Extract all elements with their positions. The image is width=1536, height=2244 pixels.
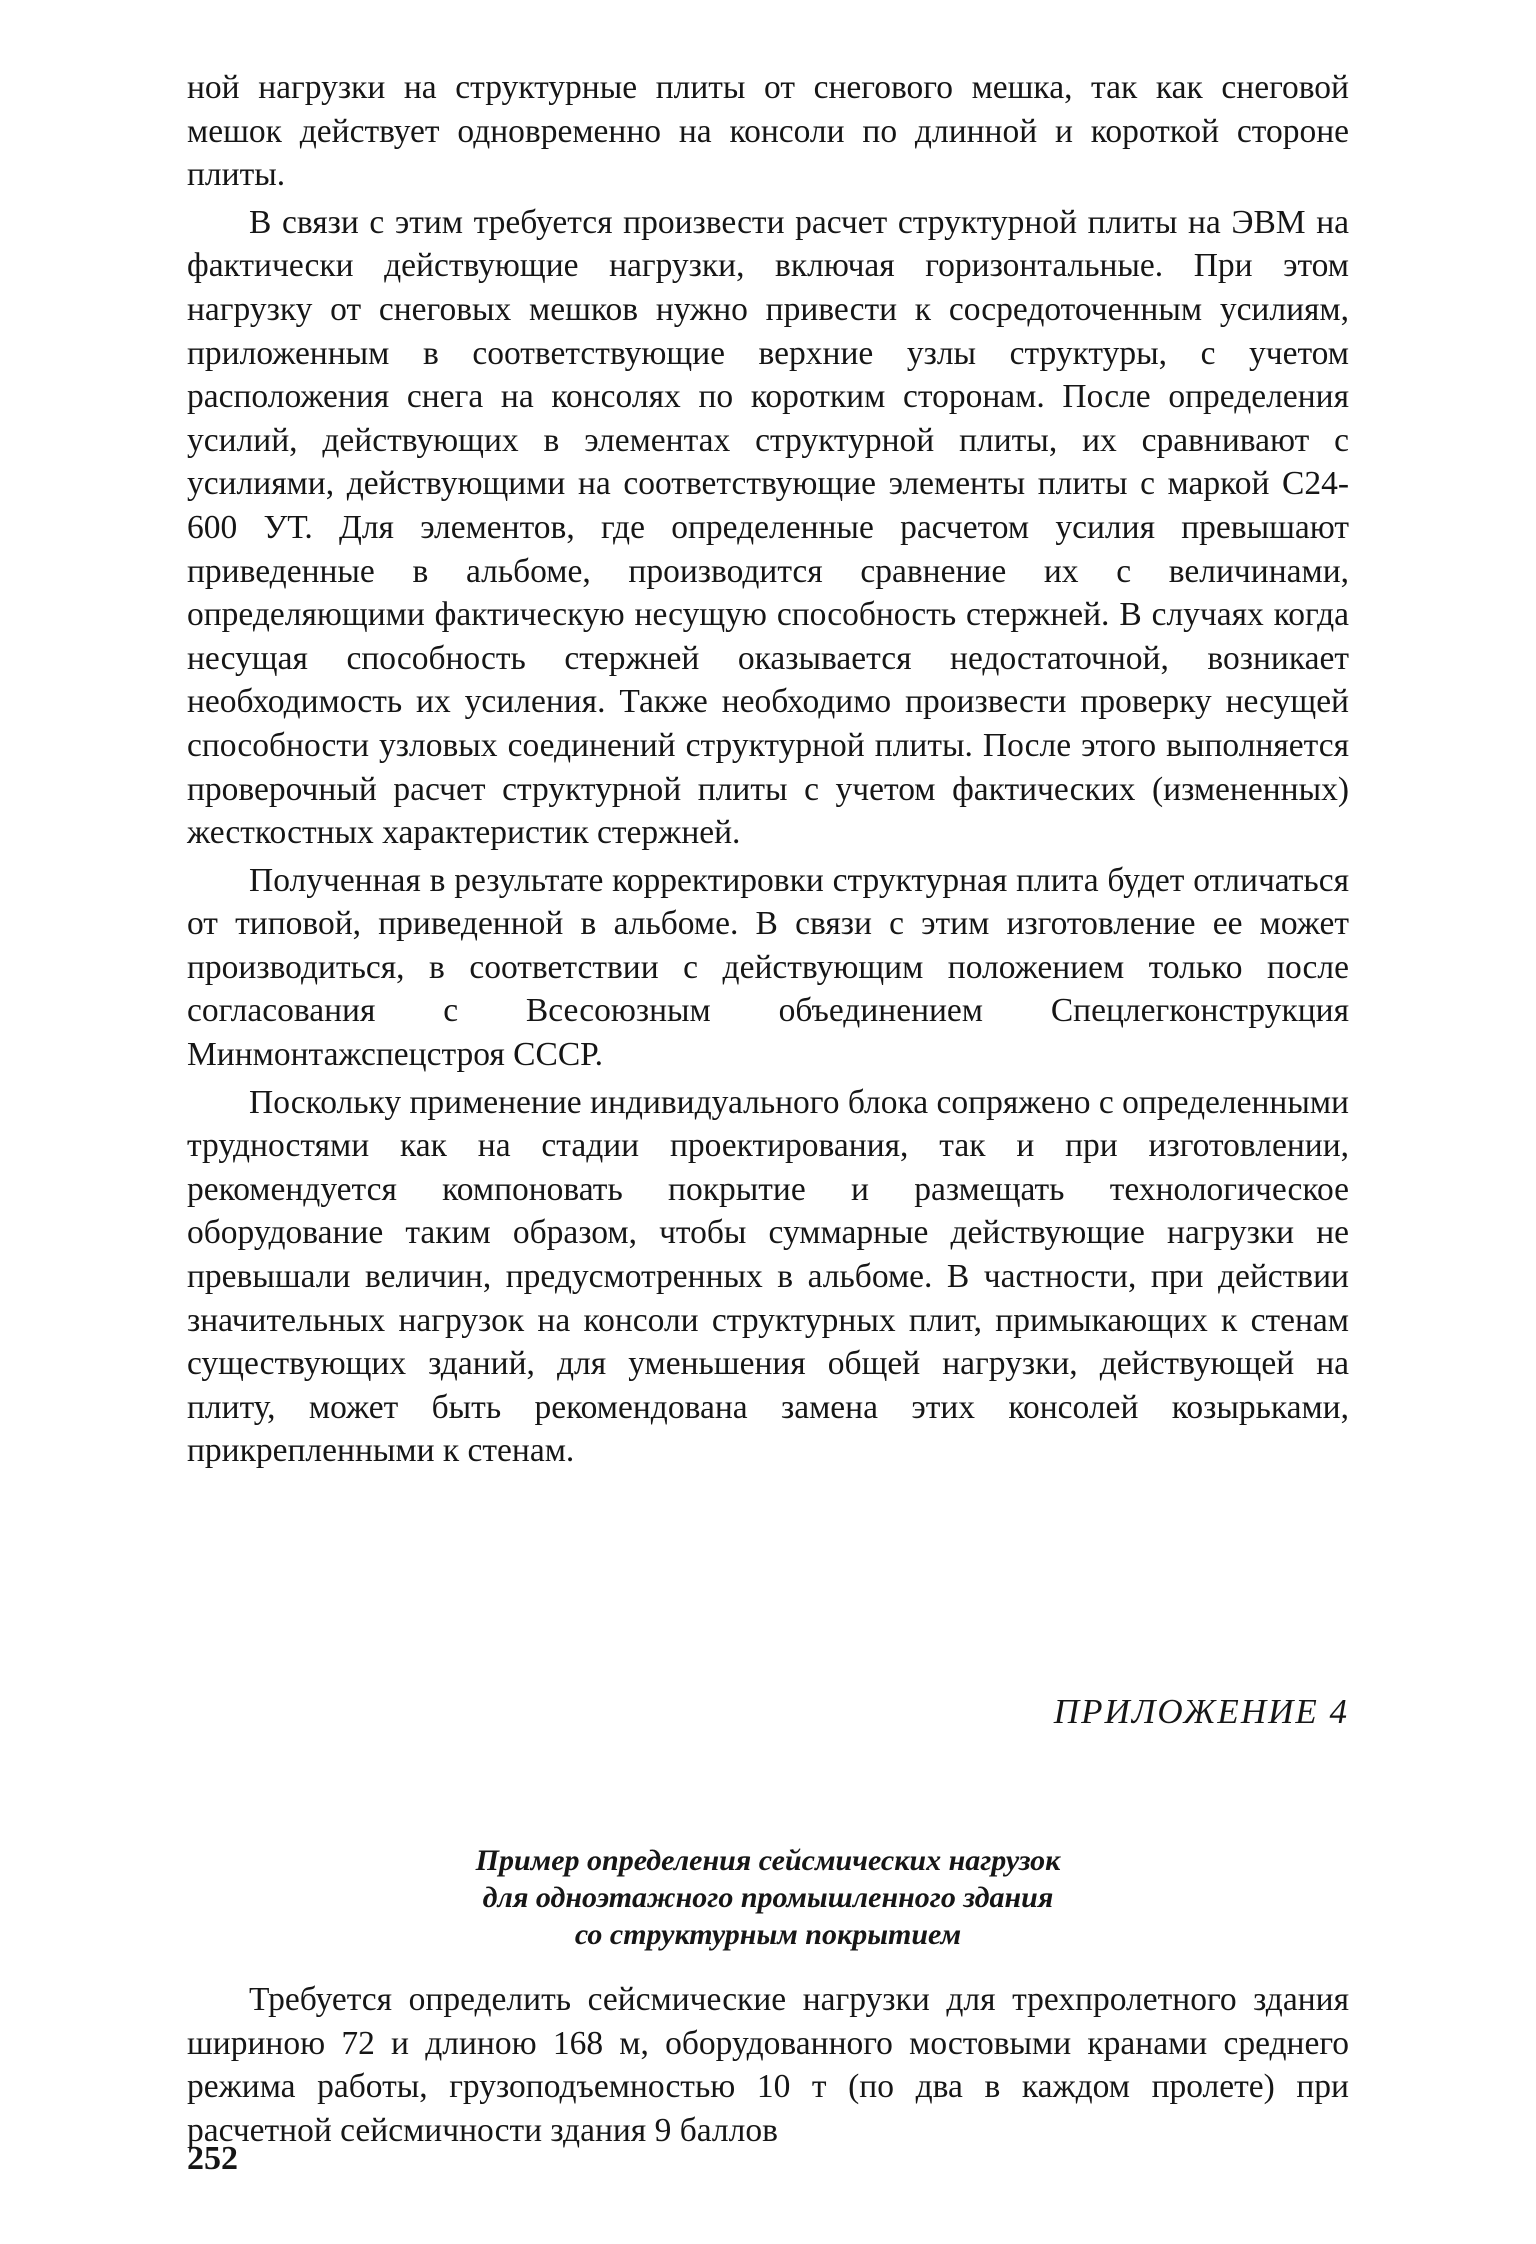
appendix-title-line: Пример определения сейсмических нагрузок [475, 1844, 1061, 1877]
appendix-title [187, 1842, 1349, 1953]
page-number: 252 [187, 2140, 238, 2177]
appendix-title-line: для одноэтажного промышленного здания [482, 1881, 1054, 1914]
paragraph-correction-result: Полученная в результате корректировки структурная плита будет отличаться от типовой, приведенной в альбоме. В связи с этим изготовление ее может производиться, в соответствии с действующим положением только после согласования с Всесоюзным объединением Спецлегконструкция Минмонтажспецстроя СССР. [187, 861, 1349, 1074]
appendix-title-line: со структурным покрытием [574, 1918, 962, 1951]
appendix-paragraph: Требуется определить сейсмические нагрузки для трехпролетного здания шириною 72 и длиною 168 м, оборудованного мостовыми кранами среднего режима работы, грузоподъемностью 10 т (по два в каждом пролете) при расчетной сейсмичности здания 9 баллов [187, 1981, 1349, 2149]
paragraph-recommendation: Поскольку применение индивидуального блока сопряжено с определенными трудностями как на стадии проектирования, так и при изготовлении, рекомендуется компоновать покрытие и размещать технологическое оборудование таким образом, чтобы суммарные действующие нагрузки не превышали величин, предусмотренных в альбоме. В частности, при действии значительных нагрузок на консоли структурных плит, примыкающих к стенам существующих зданий, для уменьшения общей нагрузки, действующей на плиту, может быть рекомендована замена этих консолей козырьками, прикрепленными к стенам. [187, 1083, 1349, 1470]
appendix-label: ПРИЛОЖЕНИЕ 4 [1053, 1692, 1349, 1731]
appendix-body [187, 1978, 1349, 2152]
page-content [187, 66, 1349, 2149]
paragraph-continuation: ной нагрузки на структурные плиты от снегового мешка, так как снеговой мешок действует одновременно на консоли по длинной и короткой стороне плиты. [187, 69, 1349, 194]
paragraph-computer-calculation: В связи с этим требуется произвести расчет структурной плиты на ЭВМ на фактически действующие нагрузки, включая горизонтальные. При этом нагрузку от снеговых мешков нужно привести к сосредоточенным усилиям, приложенным в соответствующие верхние узлы структуры, с учетом расположения снега на консолях по коротким сторонам. После определения усилий, действующих в элементах структурной плиты, их сравнивают с усилиями, действующими на соответствующие элементы плиты с маркой С24-600 УТ. Для элементов, где определенные расчетом усилия превышают приведенные в альбоме, производится сравнение их с величинами, определяющими фактическую несущую способность стержней. В случаях когда несущая способность стержней оказывается недостаточной, возникает необходимость их усиления. Также необходимо произвести проверку несущей способности узловых соединений структурной плиты. После этого выполняется проверочный расчет структурной плиты с учетом фактических (измененных) жесткостных характеристик стержней. [187, 203, 1349, 852]
